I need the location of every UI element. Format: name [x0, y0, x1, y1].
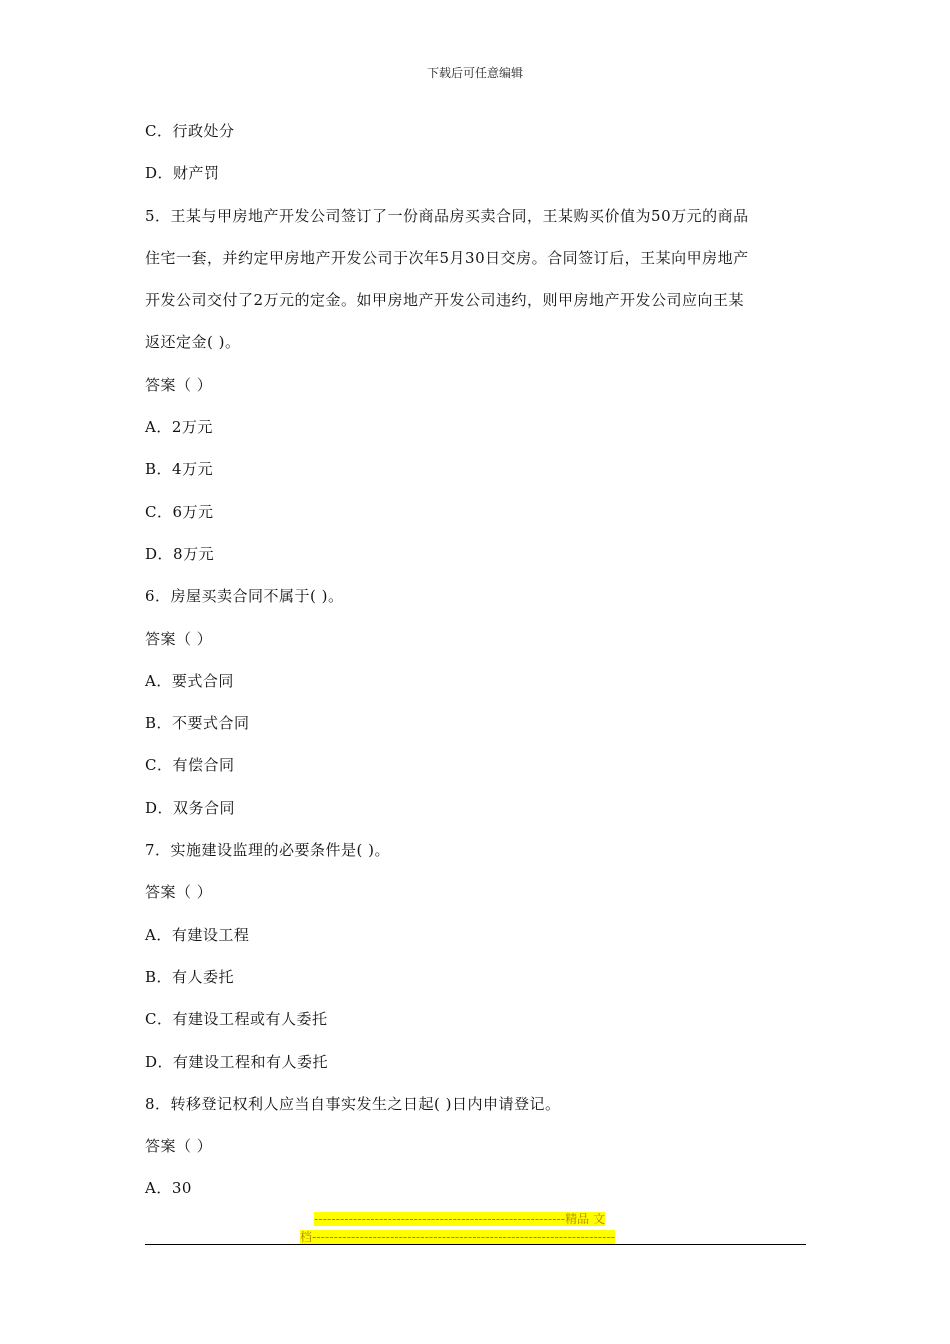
option-line: C．行政处分 [145, 122, 235, 140]
option-line: D．财产罚 [145, 164, 220, 183]
footer-banner-line-2: 档---------------------------------------------------------------------- [300, 1230, 616, 1244]
option-line: D．有建设工程和有人委托 [145, 1052, 329, 1071]
page-header: 下载后可任意编辑 [426, 66, 523, 80]
option-line: A．2万元 [145, 418, 213, 437]
footer-divider [145, 1244, 806, 1245]
option-line: A．有建设工程 [145, 925, 250, 944]
footer-banner-line-1: ----------------------------------------------------------精品 文 [314, 1212, 605, 1226]
option-line: B．有人委托 [145, 967, 235, 986]
option-line: C．有建设工程或有人委托 [145, 1010, 328, 1029]
question-line: 返还定金( )。 [145, 333, 241, 352]
option-line: B．不要式合同 [145, 714, 250, 733]
question-line: 5．王某与甲房地产开发公司签订了一份商品房买卖合同，王某购买价值为50万元的商品 [145, 206, 749, 225]
answer-line: 答案（ ） [145, 629, 213, 648]
option-line: D．双务合同 [145, 798, 236, 817]
question-line: 开发公司交付了2万元的定金。如甲房地产开发公司违约，则甲房地产开发公司应向王某 [145, 291, 745, 310]
option-line: A．30 [145, 1179, 192, 1198]
option-line: C．有偿合同 [145, 756, 235, 775]
answer-line: 答案（ ） [145, 1137, 213, 1156]
answer-line: 答案（ ） [145, 883, 213, 902]
option-line: D．8万元 [145, 544, 215, 563]
footer-banner [300, 1210, 660, 1246]
option-line: A．要式合同 [145, 671, 234, 690]
question-line: 6．房屋买卖合同不属于( )。 [145, 587, 344, 606]
question-line: 7．实施建设监理的必要条件是( )。 [145, 841, 391, 860]
answer-line: 答案（ ） [145, 375, 213, 394]
question-line: 8．转移登记权利人应当自事实发生之日起( )日内申请登记。 [145, 1094, 561, 1113]
option-line: B．4万元 [145, 460, 214, 479]
question-line: 住宅一套，并约定甲房地产开发公司于次年5月30日交房。合同签订后，王某向甲房地产 [145, 248, 749, 267]
option-line: C．6万元 [145, 502, 214, 521]
document-body [145, 110, 805, 1210]
